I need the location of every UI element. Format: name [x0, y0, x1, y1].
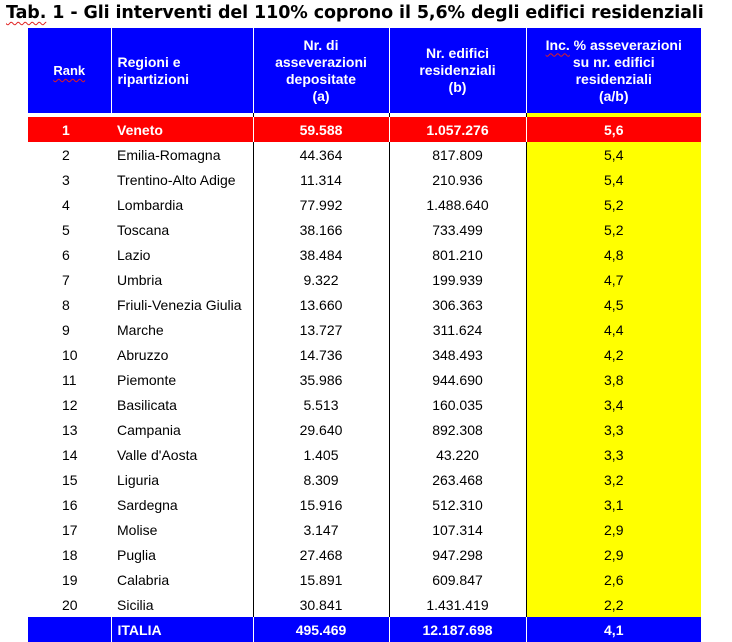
cell-asseverazioni: 1.405: [253, 442, 389, 467]
cell-asseverazioni: 38.166: [253, 217, 389, 242]
table-row: [28, 267, 701, 292]
cell-incidenza: 3,8: [526, 367, 701, 392]
cell-region: Veneto: [111, 117, 253, 142]
title-prefix: Tab.: [6, 3, 47, 23]
cell-asseverazioni: 13.660: [253, 292, 389, 317]
cell-edifici: 1.057.276: [389, 117, 526, 142]
cell-rank: 15: [62, 471, 78, 488]
cell-rank: 7: [62, 271, 70, 288]
cell-rank: 2: [62, 146, 70, 163]
table-row: [28, 542, 701, 567]
cell-asseverazioni: 9.322: [253, 267, 389, 292]
cell-incidenza: 2,9: [526, 542, 701, 567]
cell-rank: 9: [62, 321, 70, 338]
cell-asseverazioni: 29.640: [253, 417, 389, 442]
cell-rank: 20: [62, 596, 78, 613]
cell-asseverazioni: 77.992: [253, 192, 389, 217]
cell-incidenza: 5,4: [526, 142, 701, 167]
regional-table: [28, 28, 701, 642]
cell-region: Basilicata: [111, 392, 253, 417]
table-title: [6, 3, 732, 23]
cell-incidenza: 5,6: [526, 117, 701, 142]
table-row: [28, 342, 701, 367]
table-row: [28, 417, 701, 442]
cell-edifici: 306.363: [389, 292, 526, 317]
cell-rank: 5: [62, 221, 70, 238]
cell-incidenza: 4,2: [526, 342, 701, 367]
cell-rank: 6: [62, 246, 70, 263]
header-incidenza: Inc. % asseverazioni su nr. edifici residenziali (a/b): [526, 28, 701, 113]
cell-rank: 10: [62, 346, 78, 363]
cell-region: Sardegna: [111, 492, 253, 517]
header-region: Regioni e ripartizioni: [111, 28, 253, 113]
cell-region: Lazio: [111, 242, 253, 267]
table-row: [28, 492, 701, 517]
table-row: [28, 517, 701, 542]
table-row: [28, 567, 701, 592]
cell-edifici: 892.308: [389, 417, 526, 442]
cell-asseverazioni: 14.736: [253, 342, 389, 367]
cell-region: Emilia-Romagna: [111, 142, 253, 167]
cell-edifici: 160.035: [389, 392, 526, 417]
table-row: [28, 317, 701, 342]
cell-region: Sicilia: [111, 592, 253, 617]
cell-incidenza: 4,7: [526, 267, 701, 292]
cell-region: Abruzzo: [111, 342, 253, 367]
cell-incidenza: 3,3: [526, 417, 701, 442]
cell-incidenza: 4,1: [526, 617, 701, 642]
cell-region: ITALIA: [111, 617, 253, 642]
cell-rank: 13: [62, 421, 78, 438]
cell-region: Liguria: [111, 467, 253, 492]
table-row: [28, 367, 701, 392]
cell-region: Toscana: [111, 217, 253, 242]
cell-asseverazioni: 38.484: [253, 242, 389, 267]
cell-incidenza: 5,4: [526, 167, 701, 192]
table-row: [28, 467, 701, 492]
cell-rank: 3: [62, 171, 70, 188]
cell-incidenza: 5,2: [526, 217, 701, 242]
cell-incidenza: 3,1: [526, 492, 701, 517]
cell-region: Puglia: [111, 542, 253, 567]
cell-rank: 1: [28, 117, 111, 142]
cell-edifici: 801.210: [389, 242, 526, 267]
header-asseverazioni: Nr. di asseverazioni depositate (a): [253, 28, 389, 113]
cell-edifici: 944.690: [389, 367, 526, 392]
cell-rank: 14: [62, 446, 78, 463]
cell-asseverazioni: 5.513: [253, 392, 389, 417]
cell-incidenza: 4,8: [526, 242, 701, 267]
table-row-total: [28, 617, 701, 642]
cell-edifici: 1.431.419: [389, 592, 526, 617]
cell-edifici: 311.624: [389, 317, 526, 342]
title-text: 1 - Gli interventi del 110% coprono il 5,6% degli edifici residenziali: [46, 3, 704, 23]
cell-edifici: 12.187.698: [389, 617, 526, 642]
cell-region: Campania: [111, 417, 253, 442]
cell-edifici: 348.493: [389, 342, 526, 367]
cell-rank: 17: [62, 521, 78, 538]
cell-incidenza: 2,6: [526, 567, 701, 592]
cell-region: Marche: [111, 317, 253, 342]
table-row: [28, 442, 701, 467]
cell-rank: 4: [62, 196, 70, 213]
cell-asseverazioni: 15.916: [253, 492, 389, 517]
cell-asseverazioni: 59.588: [253, 117, 389, 142]
header-row: [28, 28, 701, 113]
cell-region: Lombardia: [111, 192, 253, 217]
cell-incidenza: 3,2: [526, 467, 701, 492]
cell-rank: 18: [62, 546, 78, 563]
cell-edifici: 43.220: [389, 442, 526, 467]
cell-asseverazioni: 3.147: [253, 517, 389, 542]
cell-incidenza: 4,4: [526, 317, 701, 342]
table-row: [28, 292, 701, 317]
table-row: [28, 592, 701, 617]
table-row-top: [28, 117, 701, 142]
cell-edifici: 210.936: [389, 167, 526, 192]
cell-asseverazioni: 495.469: [253, 617, 389, 642]
table-row: [28, 392, 701, 417]
cell-incidenza: 2,2: [526, 592, 701, 617]
cell-asseverazioni: 8.309: [253, 467, 389, 492]
cell-incidenza: 2,9: [526, 517, 701, 542]
cell-incidenza: 3,4: [526, 392, 701, 417]
cell-asseverazioni: 13.727: [253, 317, 389, 342]
table-row: [28, 192, 701, 217]
header-edifici: Nr. edifici residenziali (b): [389, 28, 526, 113]
cell-asseverazioni: 27.468: [253, 542, 389, 567]
cell-asseverazioni: 15.891: [253, 567, 389, 592]
cell-incidenza: 3,3: [526, 442, 701, 467]
cell-edifici: 199.939: [389, 267, 526, 292]
cell-rank: 8: [62, 296, 70, 313]
cell-edifici: 817.809: [389, 142, 526, 167]
table-row: [28, 242, 701, 267]
cell-rank: [28, 617, 111, 642]
cell-region: Valle d'Aosta: [111, 442, 253, 467]
cell-region: Umbria: [111, 267, 253, 292]
cell-asseverazioni: 11.314: [253, 167, 389, 192]
cell-rank: 12: [62, 396, 78, 413]
cell-region: Calabria: [111, 567, 253, 592]
cell-region: Trentino-Alto Adige: [111, 167, 253, 192]
cell-edifici: 947.298: [389, 542, 526, 567]
cell-edifici: 512.310: [389, 492, 526, 517]
cell-edifici: 609.847: [389, 567, 526, 592]
cell-incidenza: 4,5: [526, 292, 701, 317]
header-rank: Rank: [28, 28, 111, 113]
cell-rank: 11: [62, 371, 77, 388]
cell-edifici: 1.488.640: [389, 192, 526, 217]
cell-edifici: 733.499: [389, 217, 526, 242]
cell-incidenza: 5,2: [526, 192, 701, 217]
cell-edifici: 263.468: [389, 467, 526, 492]
table-row: [28, 142, 701, 167]
cell-asseverazioni: 35.986: [253, 367, 389, 392]
cell-region: Friuli-Venezia Giulia: [111, 292, 253, 317]
cell-rank: 19: [62, 571, 78, 588]
cell-asseverazioni: 44.364: [253, 142, 389, 167]
cell-region: Piemonte: [111, 367, 253, 392]
table-row: [28, 167, 701, 192]
cell-region: Molise: [111, 517, 253, 542]
cell-edifici: 107.314: [389, 517, 526, 542]
cell-rank: 16: [62, 496, 78, 513]
table-row: [28, 217, 701, 242]
cell-asseverazioni: 30.841: [253, 592, 389, 617]
